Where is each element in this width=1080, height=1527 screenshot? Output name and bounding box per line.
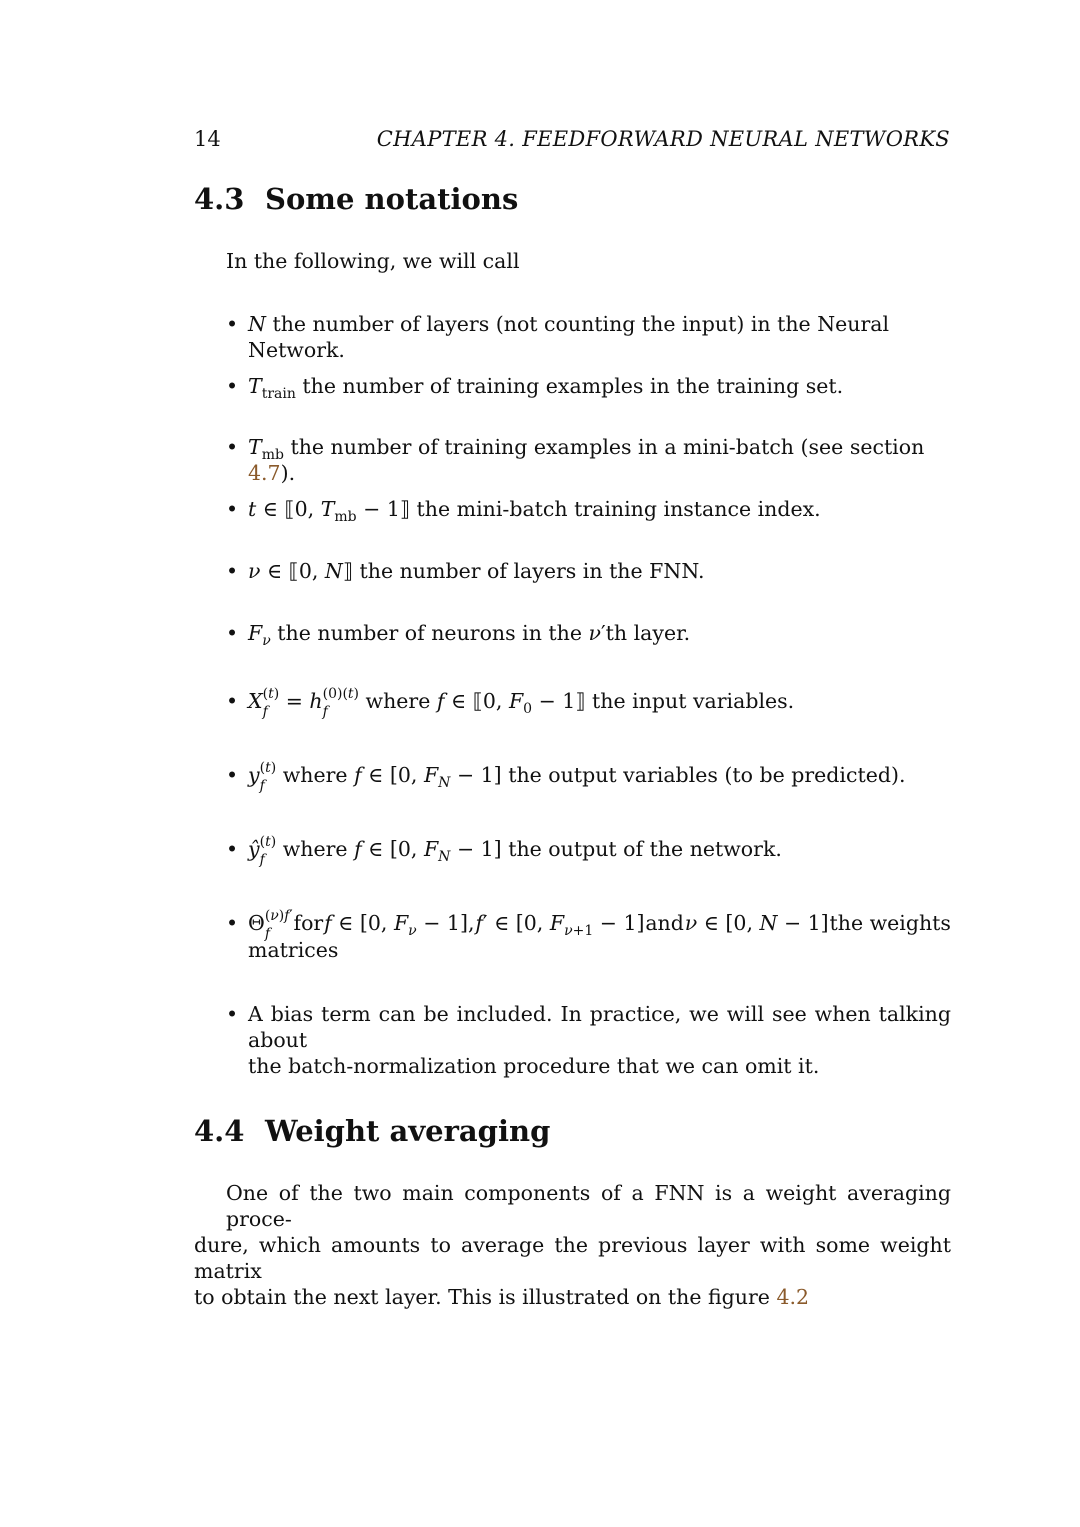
page-number: 14 — [194, 127, 221, 151]
list-item: • t ∈ ⟦0, $T_{mb}$ − 1⟧ the mini-batch training instance index. — [226, 497, 821, 526]
paragraph-line: One of the two main components of a FNN is a weight averaging proce- — [226, 1181, 951, 1231]
paragraph-line: to obtain the next layer. This is illustrated on the figure 4.2 — [194, 1285, 810, 1309]
weight-averaging-paragraph — [194, 1180, 951, 1310]
list-item: • Θ (ν)f′ f for f ∈ [0, $F_\nu - 1$], f′ ∈ [0, $F_{\nu+1} - 1$] and ν ∈ [0, N − 1] the weights matrices — [226, 907, 951, 962]
section-heading-4-3 — [194, 182, 518, 216]
bullet-dot: • — [226, 911, 239, 935]
bullet-dot: • — [226, 1002, 239, 1026]
list-item-text: the batch-normalization procedure that we can omit it. — [248, 1054, 820, 1078]
bullet-dot: • — [226, 689, 239, 713]
bullet-dot: • — [226, 374, 239, 398]
section-title: Weight averaging — [265, 1114, 551, 1148]
list-item-text: for — [293, 911, 324, 935]
list-item-text: the mini-batch training instance index. — [416, 497, 821, 521]
section-ref-link[interactable]: 4.7 — [248, 461, 281, 485]
list-item-text: the number of training examples in the training set. — [302, 374, 844, 398]
section-number: 4.4 — [194, 1114, 245, 1148]
list-item: • $T_{mb}$ the number of training examples in a mini-batch (see section 4.7). — [226, 435, 925, 485]
list-item-text: th layer. — [605, 621, 691, 645]
list-item: • X (t) f = h (0)(t) f where f ∈ ⟦0, $F_0$ − 1⟧ the input variables. — [226, 685, 795, 720]
list-item: • ν ∈ ⟦0, N⟧ the number of layers in the FNN. — [226, 559, 705, 583]
list-item-text: the weights — [829, 911, 951, 935]
running-head: CHAPTER 4. FEEDFORWARD NEURAL NETWORKS — [376, 127, 950, 151]
list-item: • N the number of layers (not counting the input) in the Neural Network. — [226, 312, 890, 362]
bullet-dot: • — [226, 837, 239, 861]
list-item-text: the output variables (to be predicted). — [508, 763, 906, 787]
bullet-dot: • — [226, 312, 239, 336]
list-item-text: where — [365, 689, 431, 713]
list-item-text: the number of layers in the FNN. — [359, 559, 705, 583]
list-item-text: A bias term can be included. In practice, we will see when talking about — [248, 1002, 951, 1052]
list-item: • ŷ (t) f where f ∈ [0, $F_N - 1$] the output of the network. — [226, 833, 782, 868]
list-item — [226, 1001, 951, 1079]
list-item-text: and — [645, 911, 684, 935]
bullet-dot: • — [226, 763, 239, 787]
list-item: • $F_\nu$ the number of neurons in the ν′th layer. — [226, 621, 691, 650]
list-item-text: the output of the network. — [508, 837, 782, 861]
section-title: Some notations — [265, 182, 519, 216]
bullet-dot: • — [226, 621, 239, 645]
list-item-text: the number of training examples in a mini-batch (see section — [290, 435, 925, 459]
list-item-text: matrices — [248, 937, 339, 962]
list-item: • y (t) f where f ∈ [0, $F_N - 1$] the output variables (to be predicted). — [226, 759, 906, 794]
list-item-text: where — [282, 763, 348, 787]
bullet-dot: • — [226, 497, 239, 521]
section-number: 4.3 — [194, 182, 245, 216]
list-item-text: where — [282, 837, 348, 861]
section-heading-4-4 — [194, 1114, 550, 1148]
bullet-dot: • — [226, 435, 239, 459]
list-item: • $T_{train}$ the number of training examples in the training set. — [226, 374, 844, 403]
paragraph-line: dure, which amounts to average the previous layer with some weight matrix — [194, 1233, 951, 1283]
intro-paragraph: In the following, we will call — [226, 249, 520, 273]
figure-ref-link[interactable]: 4.2 — [776, 1285, 810, 1309]
list-item-text: the number of neurons in the — [277, 621, 582, 645]
list-item-text: the number of layers (not counting the input) in the Neural Network. — [248, 312, 890, 362]
list-item-text: ). — [280, 461, 296, 485]
bullet-dot: • — [226, 559, 239, 583]
list-item-text: the input variables. — [592, 689, 795, 713]
